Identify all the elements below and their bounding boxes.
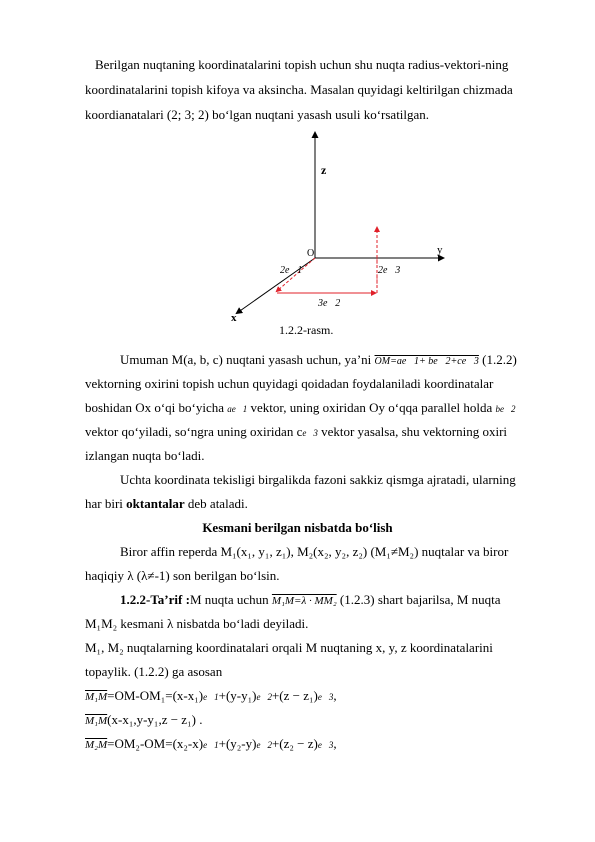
e2-vector: e⃗2 [256, 740, 272, 750]
para4-line2: haqiqiy λ (λ≠-1) son berilgan bo‘lsin. [85, 568, 280, 583]
z-label: z [321, 163, 327, 177]
eq3-end: , [333, 736, 337, 751]
vector-ae1: ae⃗1 [227, 404, 248, 414]
para3-line1: Uchta koordinata tekisligi birgalikda fazoni sakkiz qismga ajratadi, ularning [120, 472, 516, 487]
e3-vector: e⃗3 [317, 692, 334, 702]
formula-om: OM=ae⃗1+ be⃗2+ce⃗3 [374, 356, 479, 367]
para2-text: boshidan Ox o‘qi bo‘yicha [85, 400, 228, 415]
para3-line2 [85, 496, 248, 512]
para2-line2: vektorning oxirini topish uchun quyidagi qoidadan foydalaniladi koordinatalar [85, 376, 494, 391]
eq1-lhs: M₁M [85, 691, 108, 703]
para2-line4 [85, 424, 507, 441]
para3-text: deb ataladi. [184, 496, 248, 511]
para2-line1 [120, 352, 517, 370]
eq3-text: +(y₂-y) [218, 736, 257, 751]
para2-text: vektor yasalsa, shu vektorning oxiri [317, 424, 508, 439]
definition-label: 1.2.2-Ta’rif : [120, 592, 190, 607]
origin-label: O [307, 248, 315, 259]
equation-2 [85, 712, 202, 729]
equation-3 [85, 736, 337, 753]
eq1-text: =OM-OM₁=(x-x₁) [107, 688, 204, 703]
section-heading: Kesmani berilgan nisbatda bo‘lish [202, 520, 393, 535]
label-3e2: 3e⃗2 [318, 298, 341, 309]
eq3-lhs: M₂M [85, 739, 108, 751]
definition-text: (1.2.3) shart bajarilsa, M nuqta [336, 592, 501, 607]
para2-text: vektor, uning oxiridan Oy o‘qqa parallel holda [247, 400, 496, 415]
term-oktantalar: oktantalar [126, 496, 185, 511]
para1-line1: Berilgan nuqtaning koordinatalarini topish uchun shu nuqta radius-vektori-ning [95, 57, 509, 72]
label-2e1: 2e⃗1 [280, 265, 303, 276]
eq1-end: , [333, 688, 337, 703]
para2-text: vektor qo‘yiladi, so‘ngra uning oxiridan c [85, 424, 303, 439]
eq1-text: +(y-y₁) [218, 688, 257, 703]
equation-1 [85, 688, 337, 705]
definition-formula: M₁M=λ · MM₂ [271, 595, 337, 607]
label-2e3: 2e⃗3 [378, 265, 401, 276]
y-label: y [437, 244, 443, 256]
para2-text: Umuman M(a, b, c) nuqtani yasash uchun, ya’ni [120, 352, 375, 367]
para1-line3: koordianatalari (2; 3; 2) bo‘lgan nuqtani yasash usuli ko‘rsatilgan. [85, 107, 430, 122]
vector-e3: e⃗3 [302, 428, 318, 438]
eq3-text: =OM₂-OM=(x₂-x) [107, 736, 204, 751]
para1-line2: koordinatalarini topish kifoya va aksincha. Masalan quyidagi keltirilgan chizmada [85, 82, 513, 97]
e3-vector: e⃗3 [317, 740, 334, 750]
para2-line5: izlangan nuqta bo‘ladi. [85, 448, 205, 463]
figure-caption: 1.2.2-rasm. [279, 323, 334, 337]
e2-vector: e⃗2 [256, 692, 272, 702]
vector-be2: be⃗2 [495, 404, 516, 414]
eq2-lhs: M₁M [85, 715, 108, 727]
x-axis [237, 258, 315, 313]
definition-line2: M₁M₂ kesmani λ nisbatda bo‘ladi deyiladi. [85, 616, 309, 631]
coordinate-figure [225, 128, 443, 338]
para5-line1: M₁, M₂ nuqtalarning koordinatalari orqali M nuqtaning x, y, z koordinatalarini [85, 640, 493, 655]
para3-text: har biri [85, 496, 127, 511]
x-label: x [231, 312, 237, 324]
e1-vector: e⃗1 [203, 740, 219, 750]
definition-line1 [120, 592, 501, 609]
eq3-text: +(z₂ − z) [271, 736, 318, 751]
para5-line2: topaylik. (1.2.2) ga asosan [85, 664, 223, 679]
eq-number: (1.2.2) [478, 352, 517, 367]
definition-text: M nuqta uchun [189, 592, 272, 607]
para4-line1: Biror affin reperda M₁(x₁, y₁, z₁), M₂(x₂, y₂, z₂) (M₁≠M₂) nuqtalar va biror [120, 544, 509, 559]
eq1-text: +(z − z₁) [271, 688, 318, 703]
e1-vector: e⃗1 [203, 692, 219, 702]
eq2-text: (x-x₁,y-y₁,z − z₁) . [107, 712, 203, 727]
para2-line3 [85, 400, 515, 417]
